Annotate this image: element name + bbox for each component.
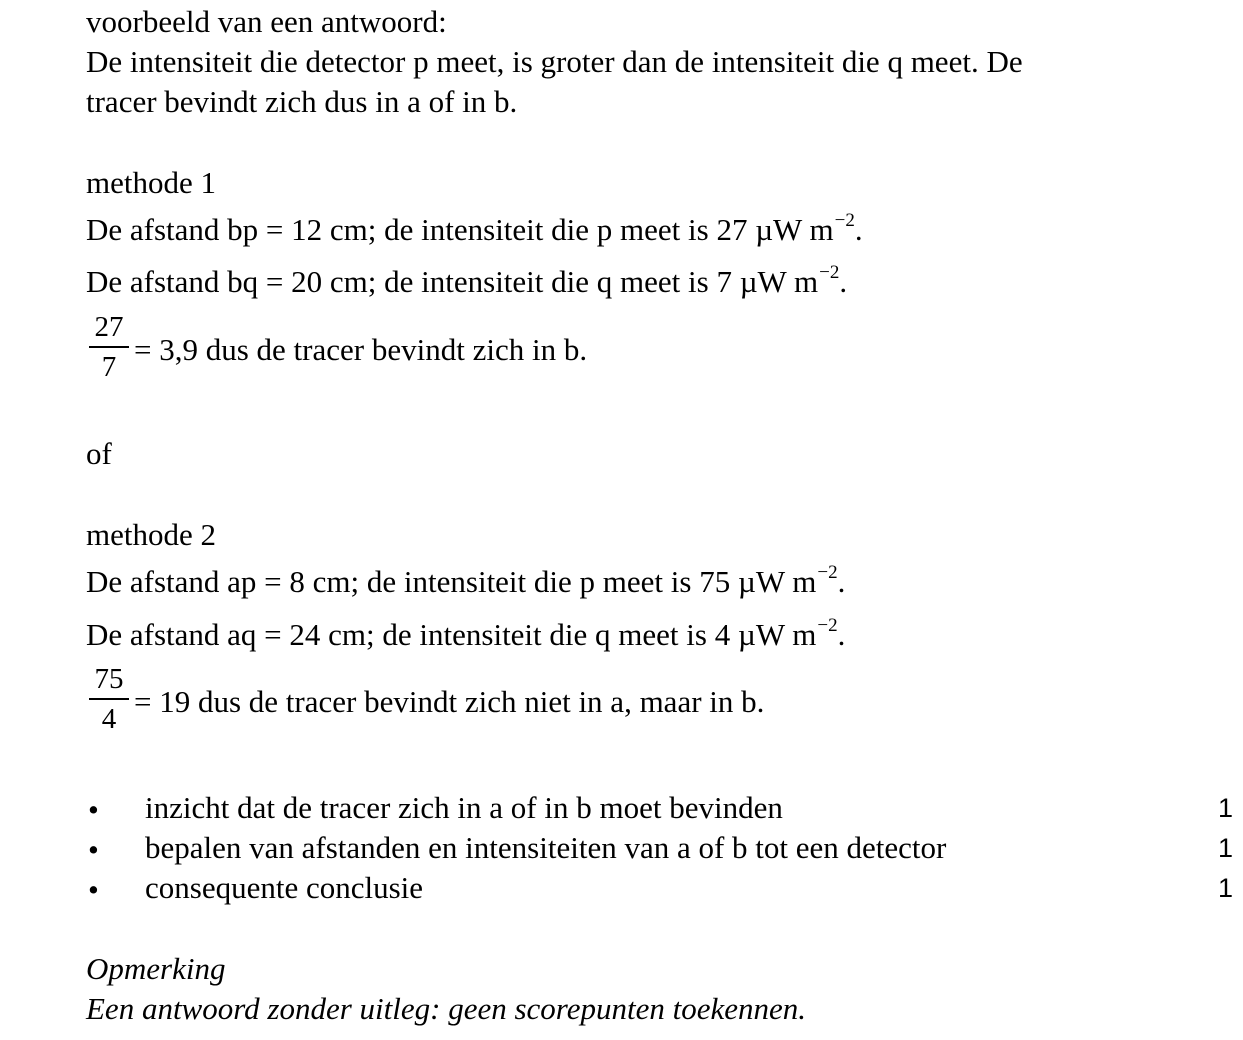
method1-line-2-end: . [839,264,848,299]
criteria-score: 1 [1218,833,1234,863]
method1-line-2 [86,262,848,299]
method2-title: methode 2 [86,517,216,552]
method2-conclusion: = 19 dus de tracer bevindt zich niet in a, maar in b. [134,684,765,719]
method1-fraction-denominator: 7 [101,351,117,383]
answer-header: voorbeeld van een antwoord: [86,4,447,39]
method1-line-2-text: De afstand bq = 20 cm; de intensiteit die q meet is 7 µW m [86,264,819,299]
method1-line-1-exponent: −2 [834,210,855,231]
method2-line-2-exponent: −2 [817,615,838,636]
criteria-score: 1 [1218,793,1234,823]
intro-line-1: De intensiteit die detector p meet, is groter dan de intensiteit die q meet. De [86,44,1023,79]
method2-line-2-end: . [837,617,846,652]
method1-fraction-numerator: 27 [94,311,124,343]
method1-line-1-text: De afstand bp = 12 cm; de intensiteit die p meet is 27 µW m [86,212,834,247]
method1-line-1 [86,210,863,247]
method2-fraction-denominator: 4 [101,703,117,735]
method2-line-1-exponent: −2 [817,562,838,583]
method1-fraction [88,313,130,382]
criteria-score: 1 [1218,873,1234,903]
criteria-text: consequente conclusie [145,870,424,905]
method2-fraction [88,665,130,734]
bullet-icon: • [88,872,99,907]
intro-line-2: tracer bevindt zich dus in a of in b. [86,84,518,119]
method1-fraction-bar [89,346,129,348]
criteria-text: bepalen van afstanden en intensiteiten van a of b tot een detector [145,830,947,865]
bullet-icon: • [88,832,99,867]
bullet-icon: • [88,792,99,827]
criteria-text: inzicht dat de tracer zich in a of in b moet bevinden [145,790,783,825]
method1-conclusion: = 3,9 dus de tracer bevindt zich in b. [134,332,588,367]
remark-title: Opmerking [86,951,226,986]
method2-line-1-end: . [837,564,846,599]
method1-title: methode 1 [86,165,216,200]
method2-line-1 [86,562,846,599]
remark-text: Een antwoord zonder uitleg: geen scorepunten toekennen. [86,991,806,1026]
method1-line-2-exponent: −2 [819,262,840,283]
method2-fraction-numerator: 75 [94,663,124,695]
method2-line-2 [86,615,846,652]
separator-of: of [86,436,112,471]
method2-line-2-text: De afstand aq = 24 cm; de intensiteit die q meet is 4 µW m [86,617,817,652]
method1-line-1-end: . [854,212,863,247]
method2-fraction-bar [89,698,129,700]
method2-line-1-text: De afstand ap = 8 cm; de intensiteit die p meet is 75 µW m [86,564,817,599]
